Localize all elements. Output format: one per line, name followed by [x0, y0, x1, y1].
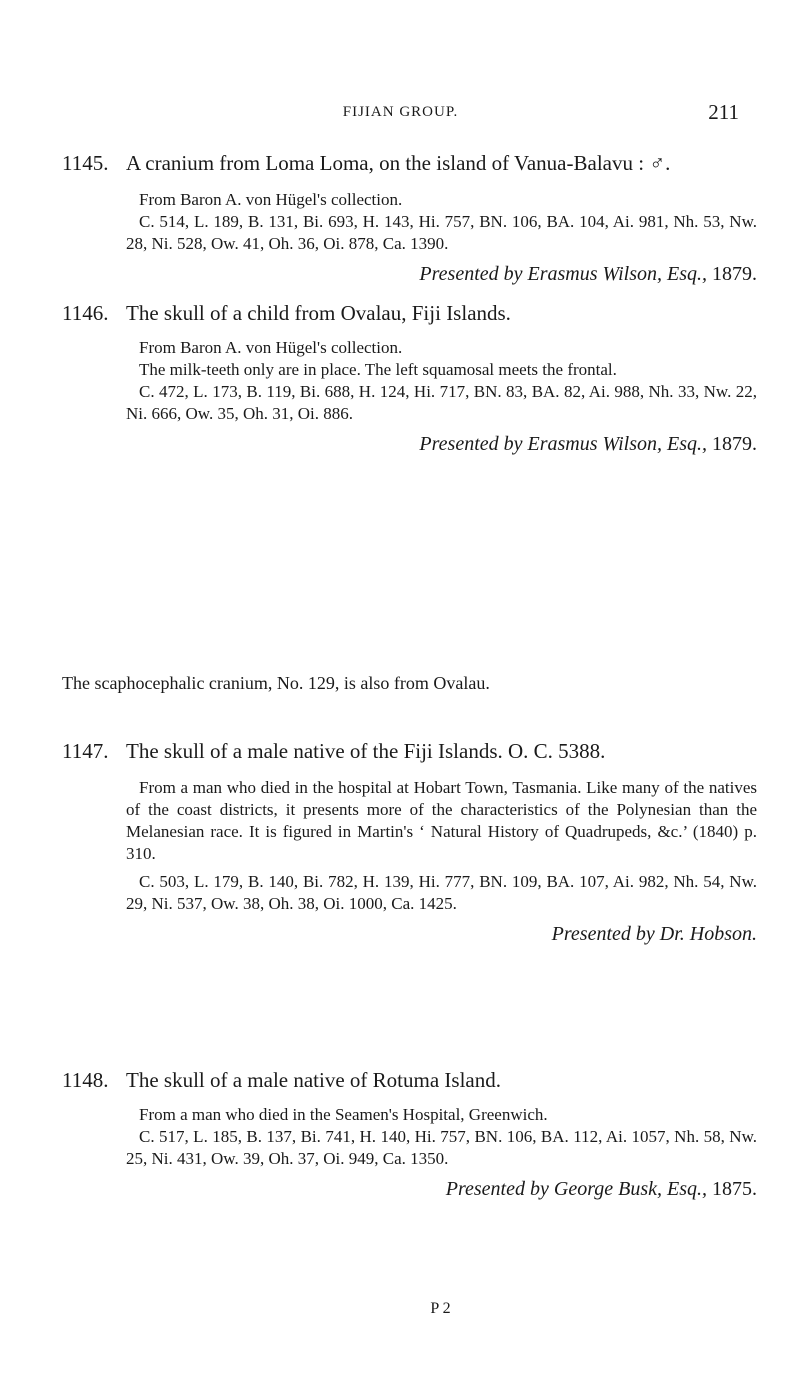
catalogue-entry-1148: [62, 1067, 757, 1202]
entry-description: The milk-teeth only are in place. The left squamosal meets the frontal.: [139, 360, 617, 379]
entry-provenance: From a man who died in the Seamen's Hospital, Greenwich.: [139, 1105, 548, 1124]
entry-measurements: C. 472, L. 173, B. 119, Bi. 688, H. 124, Hi. 717, BN. 83, BA. 82, Ai. 988, Nh. 33, Nw. 22, Ni. 666, Ow. 35, Oh. 31, Oi. 886.: [126, 382, 757, 423]
entry-measurements: C. 514, L. 189, B. 131, Bi. 693, H. 143, Hi. 757, BN. 106, BA. 104, Ai. 981, Nh. 53, Nw. 28, Ni. 528, Ow. 41, Oh. 36, Oi. 878, Ca. 1390.: [126, 212, 757, 253]
presenter: Presented by George Busk, Esq.,: [445, 1178, 707, 1200]
entry-title: The skull of a male native of Rotuma Island.: [126, 1068, 501, 1092]
entry-provenance: From Baron A. von Hügel's collection.: [139, 338, 403, 357]
running-title: FIJIAN GROUP.: [342, 104, 459, 120]
presented-year: 1879.: [712, 263, 757, 285]
catalogue-entry-1146: [62, 300, 757, 457]
catalogue-note: The scaphocephalic cranium, No. 129, is also from Ovalau.: [62, 673, 490, 693]
entry-title: The skull of a child from Ovalau, Fiji Islands.: [126, 301, 511, 325]
entry-presented-by: [62, 1176, 757, 1202]
presented-year: 1879.: [712, 433, 757, 455]
entry-number: 1146.: [62, 301, 109, 325]
running-head: [0, 100, 801, 130]
entry-heading: [62, 150, 757, 177]
catalogue-entry-1145: [62, 150, 757, 287]
entry-description: From a man who died in the hospital at Hobart Town, Tasmania. Like many of the natives of the coast districts, it presents more of the characteristics of the Polynesian than the Melanesian race. It is figured in Martin's ‘ Natural History of Quadrupeds, &c.’ (1840) p. 310.: [126, 778, 757, 863]
entry-title: A cranium from Loma Loma, on the island of Vanua-Balavu : ♂.: [126, 151, 671, 175]
entry-heading: [62, 738, 757, 765]
entry-presented-by: [62, 921, 757, 947]
page-number: 211: [708, 100, 739, 124]
presented-year: 1875.: [712, 1178, 757, 1200]
presenter: Presented by Erasmus Wilson, Esq.,: [419, 433, 707, 455]
presenter: Presented by Erasmus Wilson, Esq.,: [419, 263, 707, 285]
signature-mark: [0, 1300, 801, 1318]
entry-measurements: C. 503, L. 179, B. 140, Bi. 782, H. 139, Hi. 777, BN. 109, BA. 107, Ai. 982, Nh. 54, Nw. 29, Ni. 537, Ow. 38, Oh. 38, Oi. 1000, Ca. 1425.: [126, 872, 757, 913]
entry-measurements: C. 517, L. 185, B. 137, Bi. 741, H. 140, Hi. 757, BN. 106, BA. 112, Ai. 1057, Nh. 58, Nw. 25, Ni. 431, Ow. 39, Oh. 37, Oi. 949, Ca. 1350.: [126, 1127, 757, 1168]
entry-number: 1147.: [62, 739, 109, 763]
catalogue-entry-1147: [62, 738, 757, 947]
entry-heading: [62, 1067, 757, 1094]
signature-text: P 2: [430, 1300, 451, 1317]
entry-presented-by: [62, 261, 757, 287]
entry-title: The skull of a male native of the Fiji Islands. O. C. 5388.: [126, 739, 606, 763]
entry-number: 1148.: [62, 1068, 109, 1092]
entry-presented-by: [62, 431, 757, 457]
presenter: Presented by Dr. Hobson.: [551, 923, 757, 945]
entry-heading: [62, 300, 757, 327]
entry-provenance: From Baron A. von Hügel's collection.: [139, 190, 403, 209]
entry-number: 1145.: [62, 151, 109, 175]
